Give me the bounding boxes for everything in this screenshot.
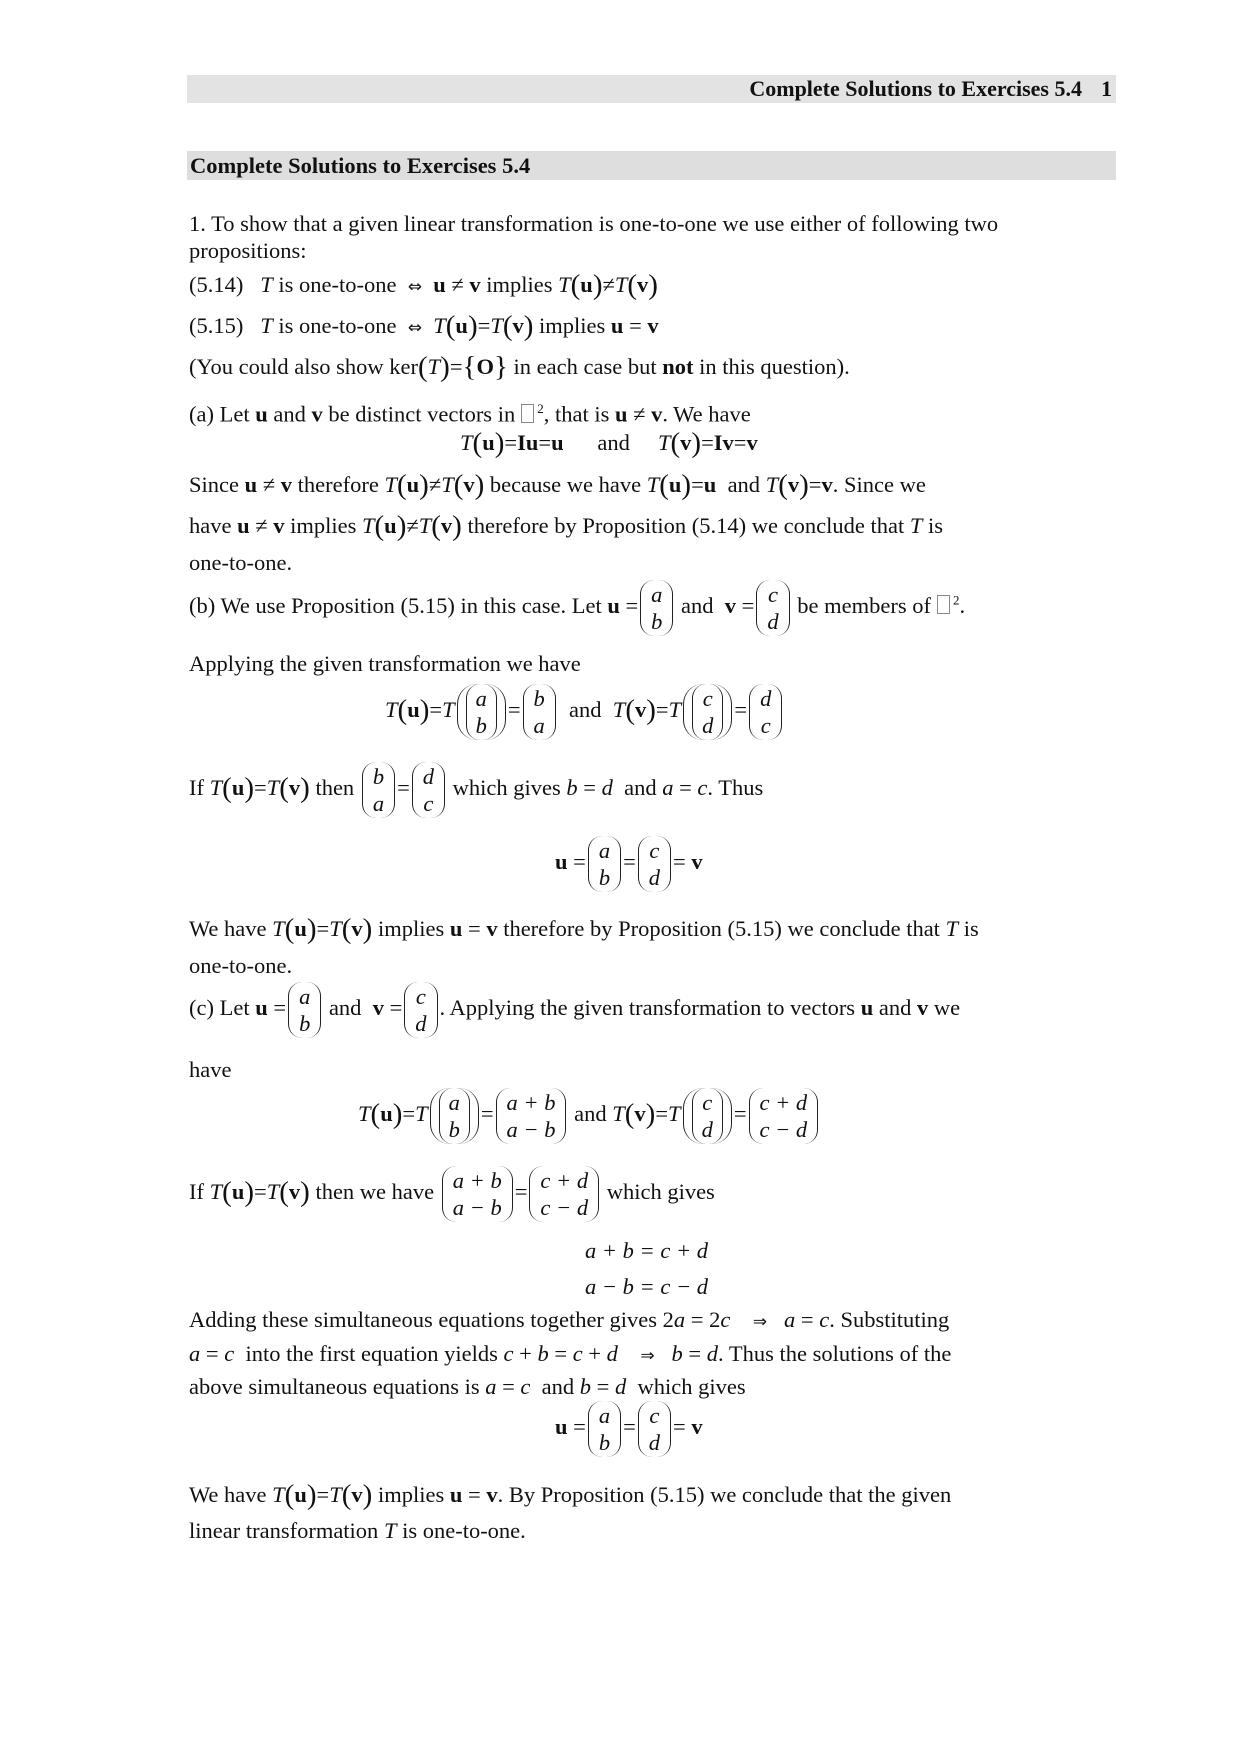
part-b-line-1: (b) We use Proposition (5.15) in this case. Let u = a b and v = c d be members of $^2$. bbox=[189, 582, 966, 634]
part-b-conclusion: We have T(u)=T(v) implies u = v therefore by Proposition (5.15) we conclude that T is bbox=[189, 913, 979, 945]
missing-glyph-icon bbox=[521, 404, 534, 423]
part-a-line-1: (a) Let u and v be distinct vectors in $^2$, that is u ≠ v. We have bbox=[189, 401, 751, 427]
section-title: Complete Solutions to Exercises 5.4 bbox=[187, 151, 1116, 180]
part-c-transformation-equation: T(u)=T a b = a + b a − b and T(v)=T c d = c + d c − d bbox=[358, 1088, 820, 1144]
intro-line-1: 1. To show that a given linear transformation is one-to-one we use either of following two bbox=[189, 211, 999, 236]
part-c-adding-line: Adding these simultaneous equations together gives 2a = 2c ⇒ a = c. Substituting bbox=[189, 1307, 950, 1332]
missing-glyph-icon bbox=[937, 595, 950, 614]
part-b-u-equals-v: u = a b = c d = v bbox=[555, 838, 703, 890]
part-a-line-4: one-to-one. bbox=[189, 550, 293, 575]
part-c-if-line: If T(u)=T(v) then we have a + b a − b = c + d c − d which gives bbox=[189, 1168, 715, 1220]
proposition-5-14: (5.14) T is one-to-one ⇔ u ≠ v implies T(u)≠T(v) bbox=[189, 269, 658, 301]
part-a-line-3: have u ≠ v implies T(u)≠T(v) therefore by Proposition (5.14) we conclude that T is bbox=[189, 510, 943, 542]
simultaneous-eq-1: a + b = c + d bbox=[585, 1238, 709, 1263]
running-title: Complete Solutions to Exercises 5.4 bbox=[749, 76, 1082, 101]
part-a-line-2: Since u ≠ v therefore T(u)≠T(v) because we have T(u)=u and T(v)=v. Since we bbox=[189, 469, 926, 501]
page-number: 1 bbox=[1101, 76, 1112, 101]
running-header bbox=[187, 75, 1116, 103]
intro-line-2: propositions: bbox=[189, 238, 307, 263]
part-c-conclusion-line-2: linear transformation T is one-to-one. bbox=[189, 1518, 526, 1543]
part-c-u-equals-v: u = a b = c d = v bbox=[555, 1403, 703, 1455]
part-b-conclusion-line-2: one-to-one. bbox=[189, 953, 293, 978]
part-c-substitution-line: a = c into the first equation yields c + b = c + d ⇒ b = d. Thus the solutions of the bbox=[189, 1341, 952, 1366]
part-b-transformation-equation: T(u)=T a b = b a and T(v)=T c d = d c bbox=[385, 684, 784, 740]
part-b-line-2: Applying the given transformation we have bbox=[189, 651, 581, 676]
part-c-line-1: (c) Let u = a b and v = c d . Applying the given transformation to vectors u and v we bbox=[189, 984, 961, 1036]
kernel-aside: (You could also show ker(T)={O} in each case but not in this question). bbox=[189, 351, 850, 383]
part-b-if-line: If T(u)=T(v) then b a = d c which gives b = d and a = c. Thus bbox=[189, 764, 764, 816]
part-a-equation: T(u)=Iu=u and T(v)=Iv=v bbox=[460, 427, 758, 459]
part-c-conclusion: We have T(u)=T(v) implies u = v. By Proposition (5.15) we conclude that the given bbox=[189, 1479, 952, 1511]
part-c-solutions-line: above simultaneous equations is a = c and b = d which gives bbox=[189, 1374, 746, 1399]
simultaneous-eq-2: a − b = c − d bbox=[585, 1274, 709, 1299]
proposition-5-15: (5.15) T is one-to-one ⇔ T(u)=T(v) implies u = v bbox=[189, 310, 659, 342]
part-c-line-2: have bbox=[189, 1057, 232, 1082]
